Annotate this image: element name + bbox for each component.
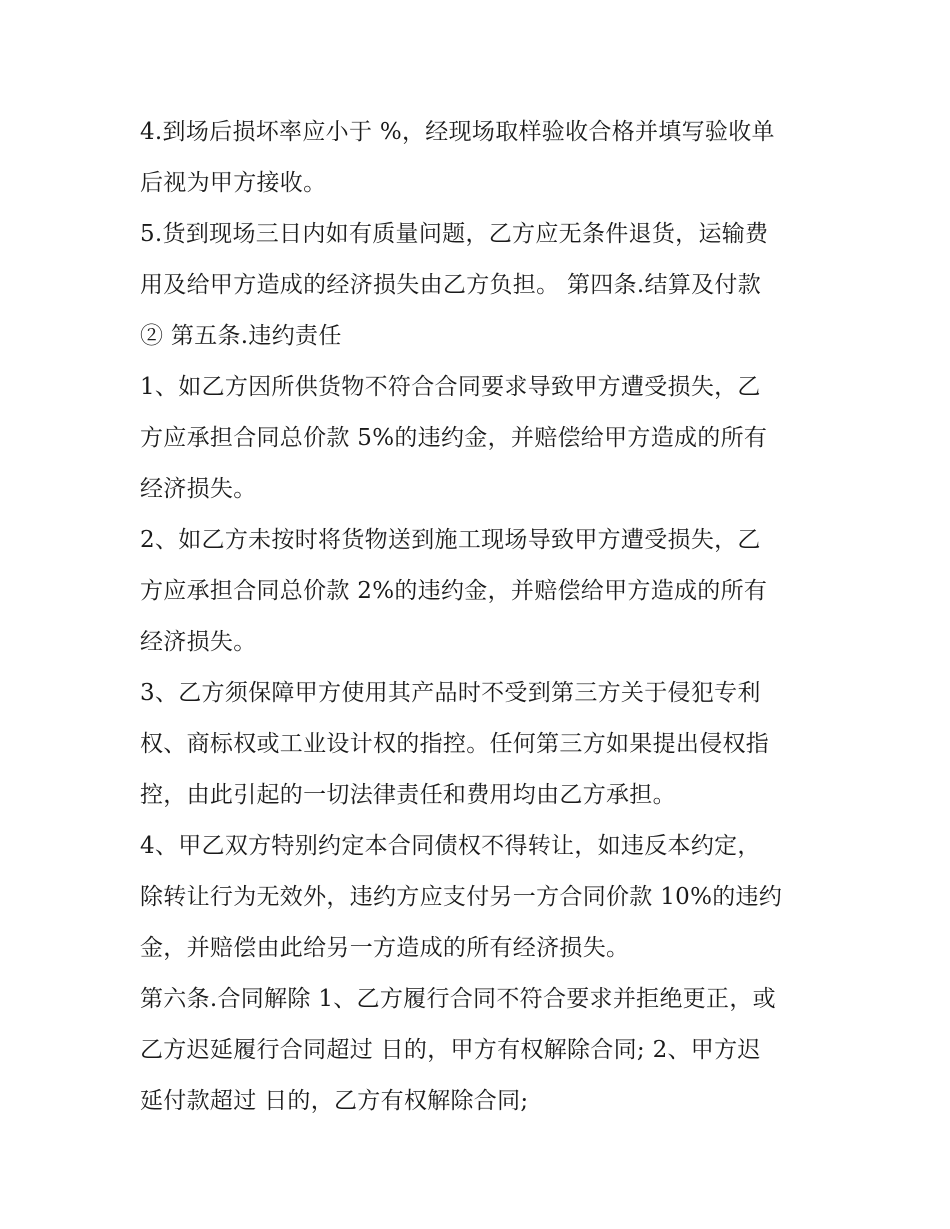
text-line: 2、如乙方未按时将货物送到施工现场导致甲方遭受损失，乙: [140, 527, 761, 553]
text-line: 方应承担合同总价款 2%的违约金，并赔偿给甲方造成的所有: [140, 578, 768, 604]
text-line: 4、甲乙双方特别约定本合同债权不得转让，如违反本约定，: [140, 833, 761, 859]
contract-text: [140, 107, 820, 1127]
text-line: 经济损失。: [140, 476, 257, 502]
text-line: 第六条.合同解除 1、乙方履行合同不符合要求并拒绝更正，或: [140, 986, 776, 1012]
text-line: 经济损失。: [140, 629, 257, 655]
text-line: 延付款超过 日的，乙方有权解除合同;: [140, 1088, 529, 1114]
text-line: 除转让行为无效外，违约方应支付另一方合同价款 10%的违约: [140, 884, 783, 910]
text-line: 金，并赔偿由此给另一方造成的所有经济损失。: [140, 935, 630, 961]
text-line: 4.到场后损坏率应小于 %，经现场取样验收合格并填写验收单: [140, 119, 775, 145]
text-line: 控，由此引起的一切法律责任和费用均由乙方承担。: [140, 782, 676, 808]
text-line: 3、乙方须保障甲方使用其产品时不受到第三方关于侵犯专利: [140, 680, 761, 706]
text-line: 后视为甲方接收。: [140, 170, 327, 196]
text-line: 5.货到现场三日内如有质量问题，乙方应无条件退货，运输费: [140, 221, 769, 247]
text-line: 乙方迟延履行合同超过 日的，甲方有权解除合同; 2、甲方迟: [140, 1037, 761, 1063]
text-line: 方应承担合同总价款 5%的违约金，并赔偿给甲方造成的所有: [140, 425, 768, 451]
section-heading: ② 第五条.违约责任: [140, 323, 342, 349]
text-line: 用及给甲方造成的经济损失由乙方负担。 第四条.结算及付款: [140, 272, 762, 298]
text-line: 1、如乙方因所供货物不符合合同要求导致甲方遭受损失，乙: [140, 374, 761, 400]
text-line: 权、商标权或工业设计权的指控。任何第三方如果提出侵权指: [140, 731, 770, 757]
